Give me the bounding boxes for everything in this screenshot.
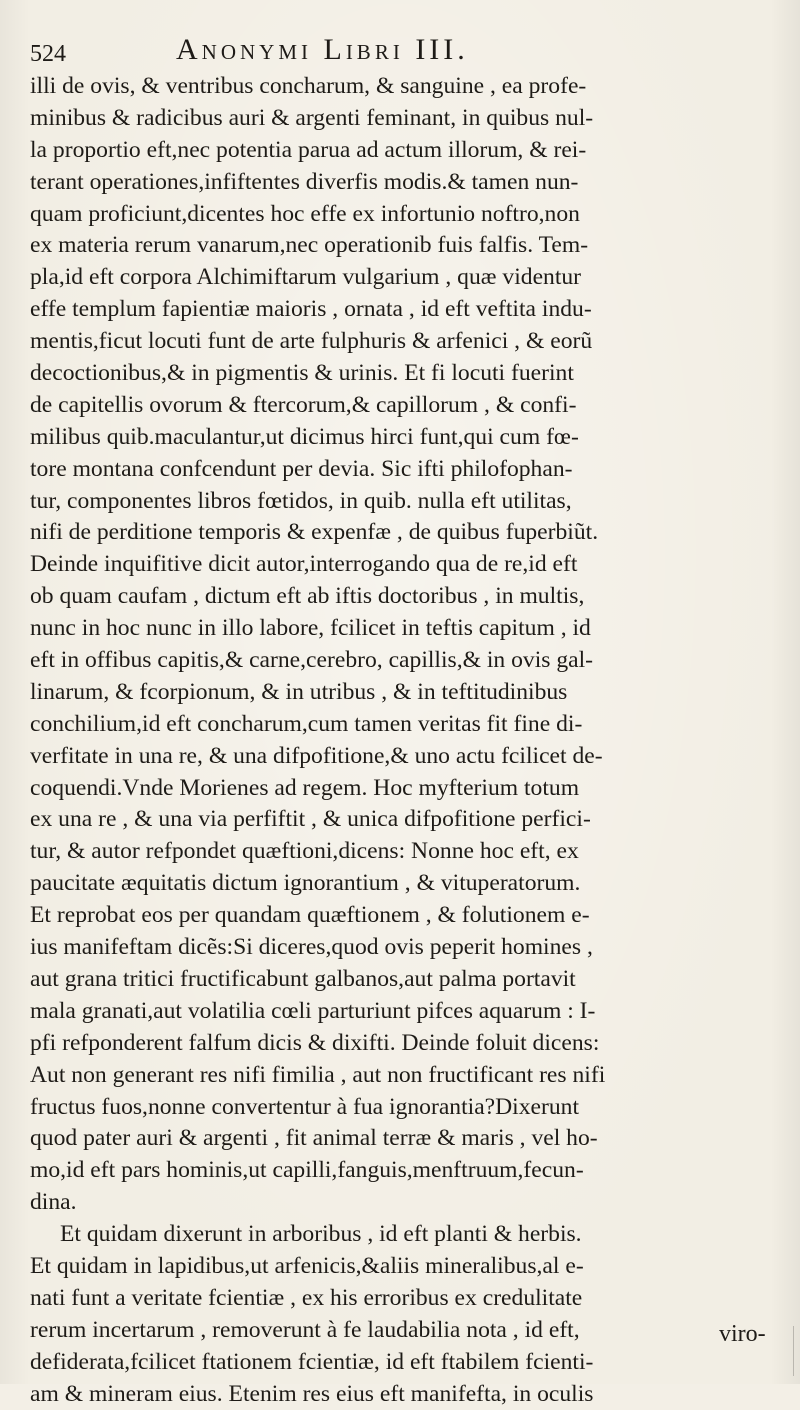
text-line: mentis,ficut locuti funt de arte fulphuris & arfenici , & eorũ bbox=[30, 328, 593, 355]
text-line: decoctionibus,& in pigmentis & urinis. Et fi locuti fuerint bbox=[30, 360, 574, 387]
body-text bbox=[30, 71, 790, 1410]
text-line: effe templum fapientiæ maioris , ornata , id eft veftita indu- bbox=[30, 296, 592, 323]
text-line: nati funt a veritate fcientiæ , ex his erroribus ex credulitate bbox=[30, 1284, 583, 1311]
text-line: Et quidam in lapidibus,ut arfenicis,&aliis mineralibus,al e- bbox=[30, 1252, 584, 1279]
text-line: tore montana confcendunt per devia. Sic ifti philofophan- bbox=[30, 455, 573, 482]
text-line: minibus & radicibus auri & argenti feminant, in quibus nul- bbox=[30, 104, 594, 131]
text-line: defiderata,fcilicet ftationem fcientiæ, id eft ftabilem fcienti- bbox=[30, 1348, 594, 1375]
text-line: la proportio eft,nec potentia parua ad actum illorum, & rei- bbox=[30, 136, 587, 163]
page-header bbox=[30, 30, 770, 70]
text-line: quod pater auri & argenti , fit animal terræ & maris , vel ho- bbox=[30, 1125, 598, 1152]
text-line: pla,id eft corpora Alchimiftarum vulgarium , quæ videntur bbox=[30, 264, 582, 291]
text-line: illi de ovis, & ventribus concharum, & sanguine , ea profe- bbox=[30, 73, 587, 99]
text-line: mala granati,aut volatilia cœli parturiunt pifces aquarum : I- bbox=[30, 997, 596, 1024]
text-line: terant operationes,infiftentes diverfis modis.& tamen nun- bbox=[30, 168, 579, 195]
text-line: Et reprobat eos per quandam quæftionem , & folutionem e- bbox=[30, 902, 590, 929]
text-line: Aut non generant res nifi fimilia , aut non fructificant res nifi bbox=[30, 1061, 606, 1088]
text-line: milibus quib.maculantur,ut dicimus hirci funt,qui cum fœ- bbox=[30, 423, 579, 450]
text-line: nifi de perditione temporis & expenfæ , de quibus fuperbiũt. bbox=[30, 519, 599, 546]
text-line: dina. bbox=[30, 1189, 77, 1216]
catchword: viro- bbox=[719, 1321, 766, 1347]
text-line: rerum incertarum , removerunt à fe laudabilia nota , id eft, bbox=[30, 1316, 580, 1343]
text-line: Deinde inquifitive dicit autor,interrogando qua de re,id eft bbox=[30, 551, 578, 578]
running-head: Anonymi Libri III. bbox=[176, 33, 469, 66]
text-line: nunc in hoc nunc in illo labore, fcilicet in teftis capitum , id bbox=[30, 615, 591, 642]
text-line: quam proficiunt,dicentes hoc effe ex infortunio noftro,non bbox=[30, 200, 580, 227]
text-line: conchilium,id eft concharum,cum tamen veritas fit fine di- bbox=[30, 710, 583, 737]
text-line: coquendi.Vnde Morienes ad regem. Hoc myfterium totum bbox=[30, 774, 580, 801]
text-line: verfitate in una re, & una difpofitione,& uno actu fcilicet de- bbox=[30, 742, 603, 769]
text-line: tur, componentes libros fœtidos, in quib. nulla eft utilitas, bbox=[30, 487, 572, 514]
text-line: mo,id eft pars hominis,ut capilli,fanguis,menftruum,fecun- bbox=[30, 1157, 584, 1184]
text-line: tur, & autor refpondet quæftioni,dicens: Nonne hoc eft, ex bbox=[30, 838, 579, 865]
text-line: ex materia rerum vanarum,nec operationib fuis falfis. Tem- bbox=[30, 232, 589, 259]
text-line: fructus fuos,nonne convertentur à fua ignorantia?Dixerunt bbox=[30, 1093, 580, 1120]
text-line: ius manifeftam dicẽs:Si diceres,quod ovis peperit homines , bbox=[30, 934, 593, 961]
text-line: eft in offibus capitis,& carne,cerebro, capillis,& in ovis gal- bbox=[30, 647, 594, 674]
text-line: ex una re , & una via perfiftit , & unica difpofitione perfici- bbox=[30, 806, 591, 833]
text-line: ob quam caufam , dictum eft ab iftis doctoribus , in multis, bbox=[30, 583, 585, 610]
text-line: paucitate æquitatis dictum ignorantium , & vituperatorum. bbox=[30, 870, 581, 897]
text-line: de capitellis ovorum & ftercorum,& capillorum , & confi- bbox=[30, 391, 577, 418]
text-line: linarum, & fcorpionum, & in utribus , & in teftitudinibus bbox=[30, 678, 568, 705]
page-edge-mark bbox=[779, 1326, 794, 1376]
text-line: am & mineram eius. Etenim res eius eft manifefta, in oculis bbox=[30, 1380, 594, 1407]
page-number: 524 bbox=[30, 41, 66, 67]
text-line: Et quidam dixerunt in arboribus , id eft planti & herbis. bbox=[60, 1221, 582, 1248]
text-line: aut grana tritici fructificabunt galbanos,aut palma portavit bbox=[30, 965, 576, 992]
text-line: pfi refponderent falfum dicis & dixifti. Deinde foluit dicens: bbox=[30, 1029, 600, 1056]
